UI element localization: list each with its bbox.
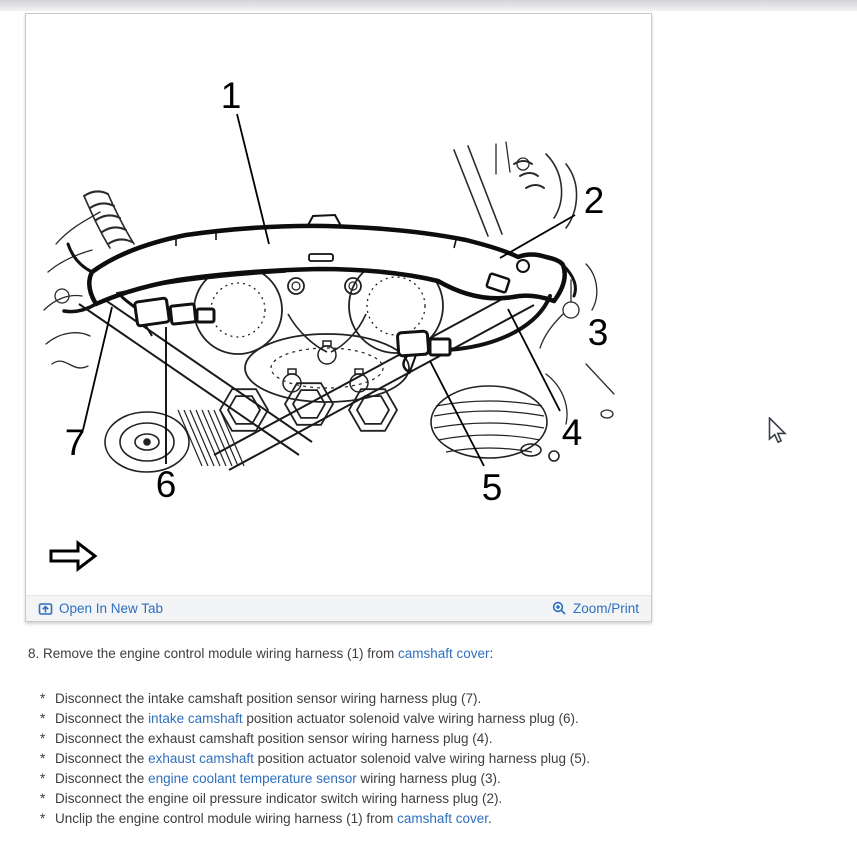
bullet-text-post: position actuator solenoid valve wiring harness plug (6). [242,711,579,726]
callout-3: 3 [587,312,609,353]
viewer-footer [26,595,651,621]
zoom-icon [552,601,567,616]
bullet-text-pre: Disconnect the exhaust camshaft position sensor wiring harness plug (4). [55,731,493,746]
substep-list [28,689,808,829]
bullet-text [55,809,492,829]
list-item [40,709,808,729]
bullet-text [55,789,502,809]
step-text-end: : [489,646,494,661]
pulleys-and-bolts [105,314,559,472]
list-item [40,809,808,829]
callout-1: 1 [220,75,242,116]
bullet-text-pre: Unclip the engine control module wiring harness (1) from [55,811,398,826]
list-item [40,749,808,769]
mouse-cursor [768,417,790,450]
bullet-marker: * [40,811,46,826]
zoom-print-label: Zoom/Print [572,601,639,616]
bullet-text-pre: Disconnect the [55,771,149,786]
camshaft-cover-link[interactable]: camshaft cover [397,646,490,661]
bullet-marker: * [40,771,46,786]
instruction-text-block [28,645,808,829]
bullet-marker: * [40,731,46,746]
list-item [40,789,808,809]
camshaft-cover-link[interactable]: camshaft cover [397,811,488,826]
open-in-new-tab-link[interactable] [38,601,163,616]
top-gradient-bar [0,0,857,11]
bullet-marker: * [40,691,46,706]
bullet-text-post: . [487,811,492,826]
bullet-text [55,749,590,769]
bullet-text-pre: Disconnect the engine oil pressure indicator switch wiring harness plug (2). [55,791,503,806]
bullet-text [55,689,481,709]
callout-4: 4 [561,412,583,453]
zoom-print-link[interactable] [552,601,639,616]
step-number: 8. [28,646,40,661]
bullet-marker: * [40,791,46,806]
open-in-new-tab-icon [38,601,53,616]
bullet-text-pre: Disconnect the intake camshaft position sensor wiring harness plug (7). [55,691,482,706]
bullet-text-pre: Disconnect the [55,751,149,766]
bullet-text [55,769,501,789]
list-item [40,689,808,709]
bullet-text-post: wiring harness plug (3). [356,771,501,786]
engine-diagram-svg [26,14,651,595]
intake-camshaft-link[interactable]: intake camshaft [148,711,243,726]
list-item [40,729,808,749]
step-8-line [28,645,808,663]
image-viewer-panel [25,13,652,622]
open-in-new-tab-label: Open In New Tab [59,601,164,616]
callout-7: 7 [64,422,86,463]
bullet-text [55,709,579,729]
exhaust-camshaft-link[interactable]: exhaust camshaft [148,751,254,766]
callout-2: 2 [583,180,605,221]
engine-diagram [26,14,651,595]
list-item [40,769,808,789]
step-text: Remove the engine control module wiring harness (1) from [43,646,398,661]
callout-5: 5 [481,467,503,508]
bullet-text [55,729,492,749]
bullet-text-pre: Disconnect the [55,711,149,726]
bullet-text-post: position actuator solenoid valve wiring harness plug (5). [253,751,591,766]
callout-6: 6 [155,464,177,505]
direction-arrow-icon [51,543,95,569]
bullet-marker: * [40,751,46,766]
bullet-marker: * [40,711,46,726]
wiring-harness-conduit [89,215,564,304]
engine-coolant-temperature-sensor-link[interactable]: engine coolant temperature sensor [148,771,357,786]
